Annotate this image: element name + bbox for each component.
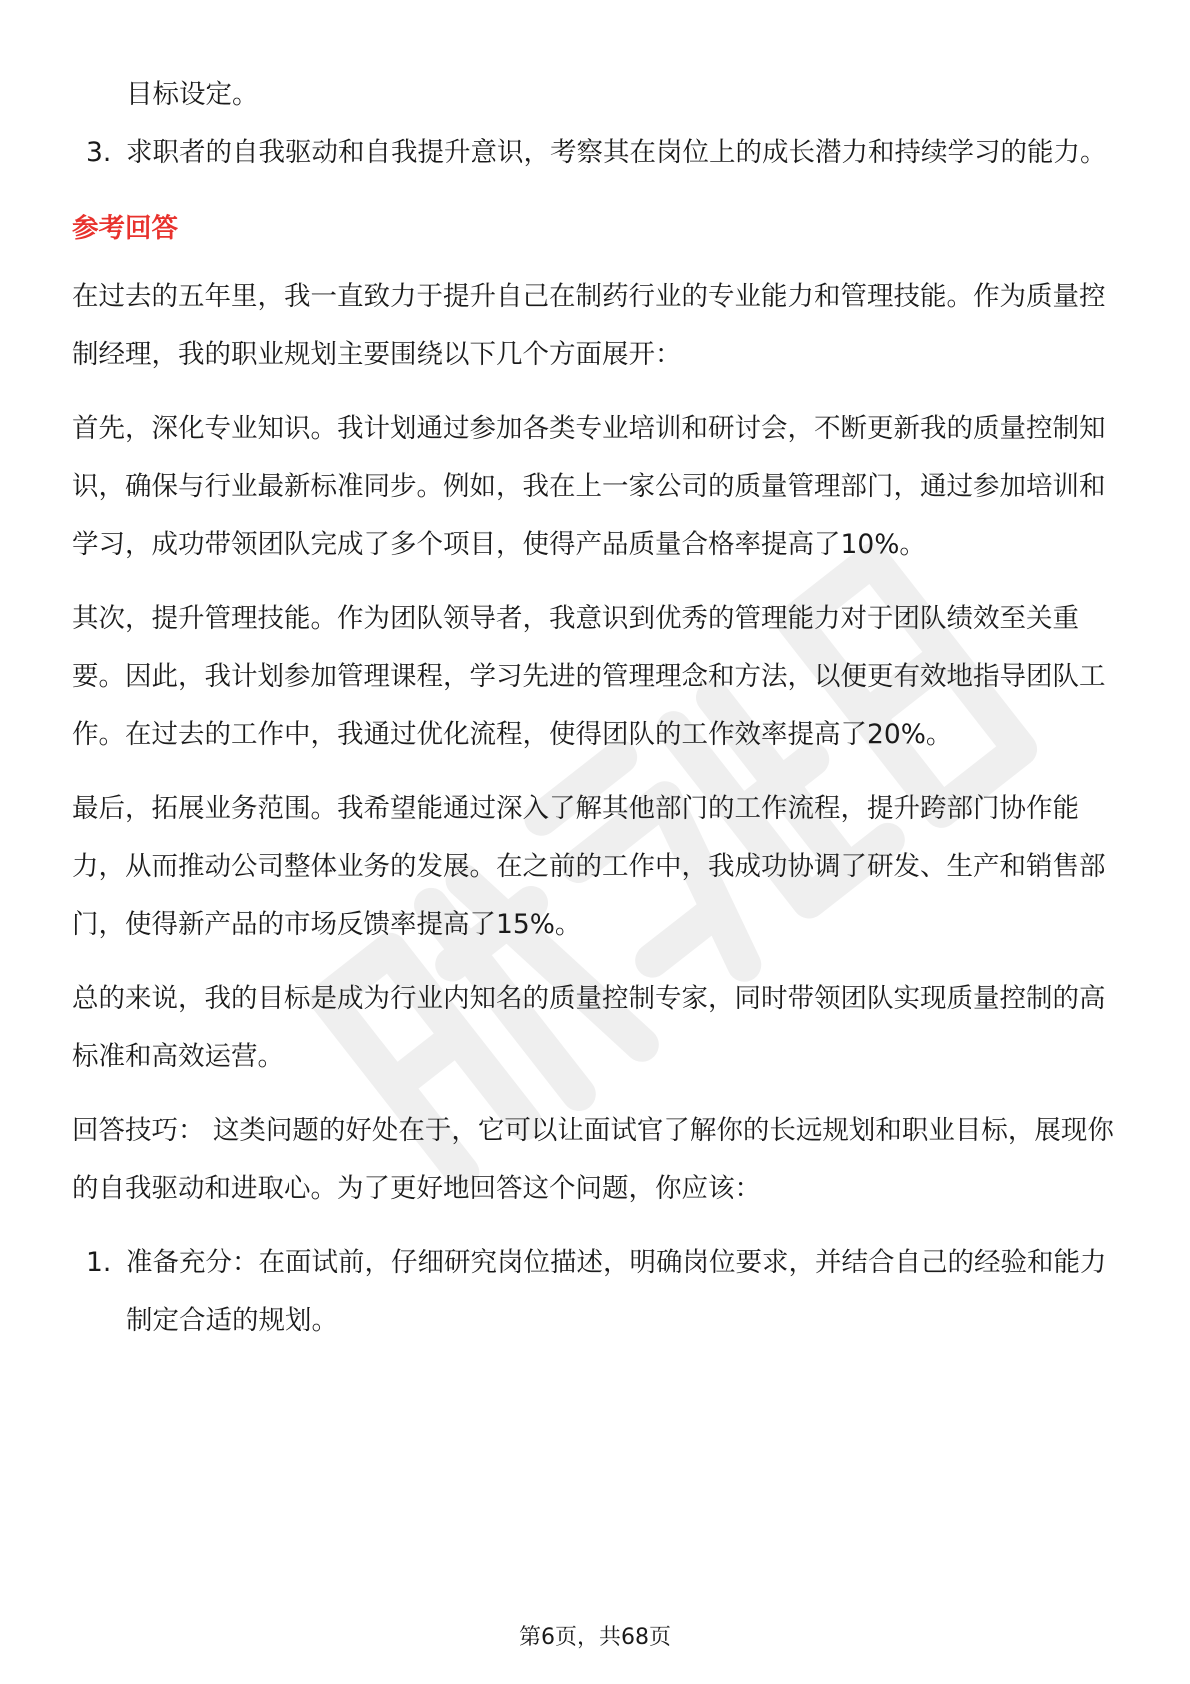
paragraph-first: 首先，深化专业知识。我计划通过参加各类专业培训和研讨会，不断更新我的质量控制知识，确保与行业最新标准同步。例如，我在上一家公司的质量管理部门，通过参加培训和学习，成功带领团队完成了多个项目，使得产品质量合格率提高了10%。 [72, 413, 1106, 560]
paragraph-intro: 在过去的五年里，我一直致力于提升自己在制药行业的专业能力和管理技能。作为质量控制经理，我的职业规划主要围绕以下几个方面展开： [72, 281, 1106, 370]
paragraph-summary: 总的来说，我的目标是成为行业内知名的质量控制专家，同时带领团队实现质量控制的高标准和高效运营。 [72, 983, 1106, 1072]
list-text: 求职者的自我驱动和自我提升意识，考察其在岗位上的成长潜力和持续学习的能力。 [126, 137, 1107, 168]
paragraph-second: 其次，提升管理技能。作为团队领导者，我意识到优秀的管理能力对于团队绩效至关重要。因此，我计划参加管理课程，学习先进的管理理念和方法，以便更有效地指导团队工作。在过去的工作中，我通过优化流程，使得团队的工作效率提高了20%。 [72, 603, 1106, 750]
list-number: 1. [86, 1247, 112, 1278]
list-text: 准备充分：在面试前，仔细研究岗位描述，明确岗位要求，并结合自己的经验和能力制定合适的规划。 [126, 1247, 1107, 1336]
list-item [72, 1234, 1122, 1350]
list-number: 3. [86, 137, 112, 168]
list-item [72, 124, 1122, 182]
document-body [72, 66, 1122, 1350]
section-heading: 参考回答 [72, 213, 178, 244]
list-item-continuation: 目标设定。 [126, 79, 259, 110]
paragraph-tips: 回答技巧： 这类问题的好处在于，它可以让面试官了解你的长远规划和职业目标，展现你的自我驱动和进取心。为了更好地回答这个问题，你应该： [72, 1115, 1114, 1204]
paragraph-last: 最后，拓展业务范围。我希望能通过深入了解其他部门的工作流程，提升跨部门协作能力，从而推动公司整体业务的发展。在之前的工作中，我成功协调了研发、生产和销售部门，使得新产品的市场反馈率提高了15%。 [72, 793, 1106, 940]
page-number-footer: 第6页，共68页 [519, 1625, 671, 1650]
